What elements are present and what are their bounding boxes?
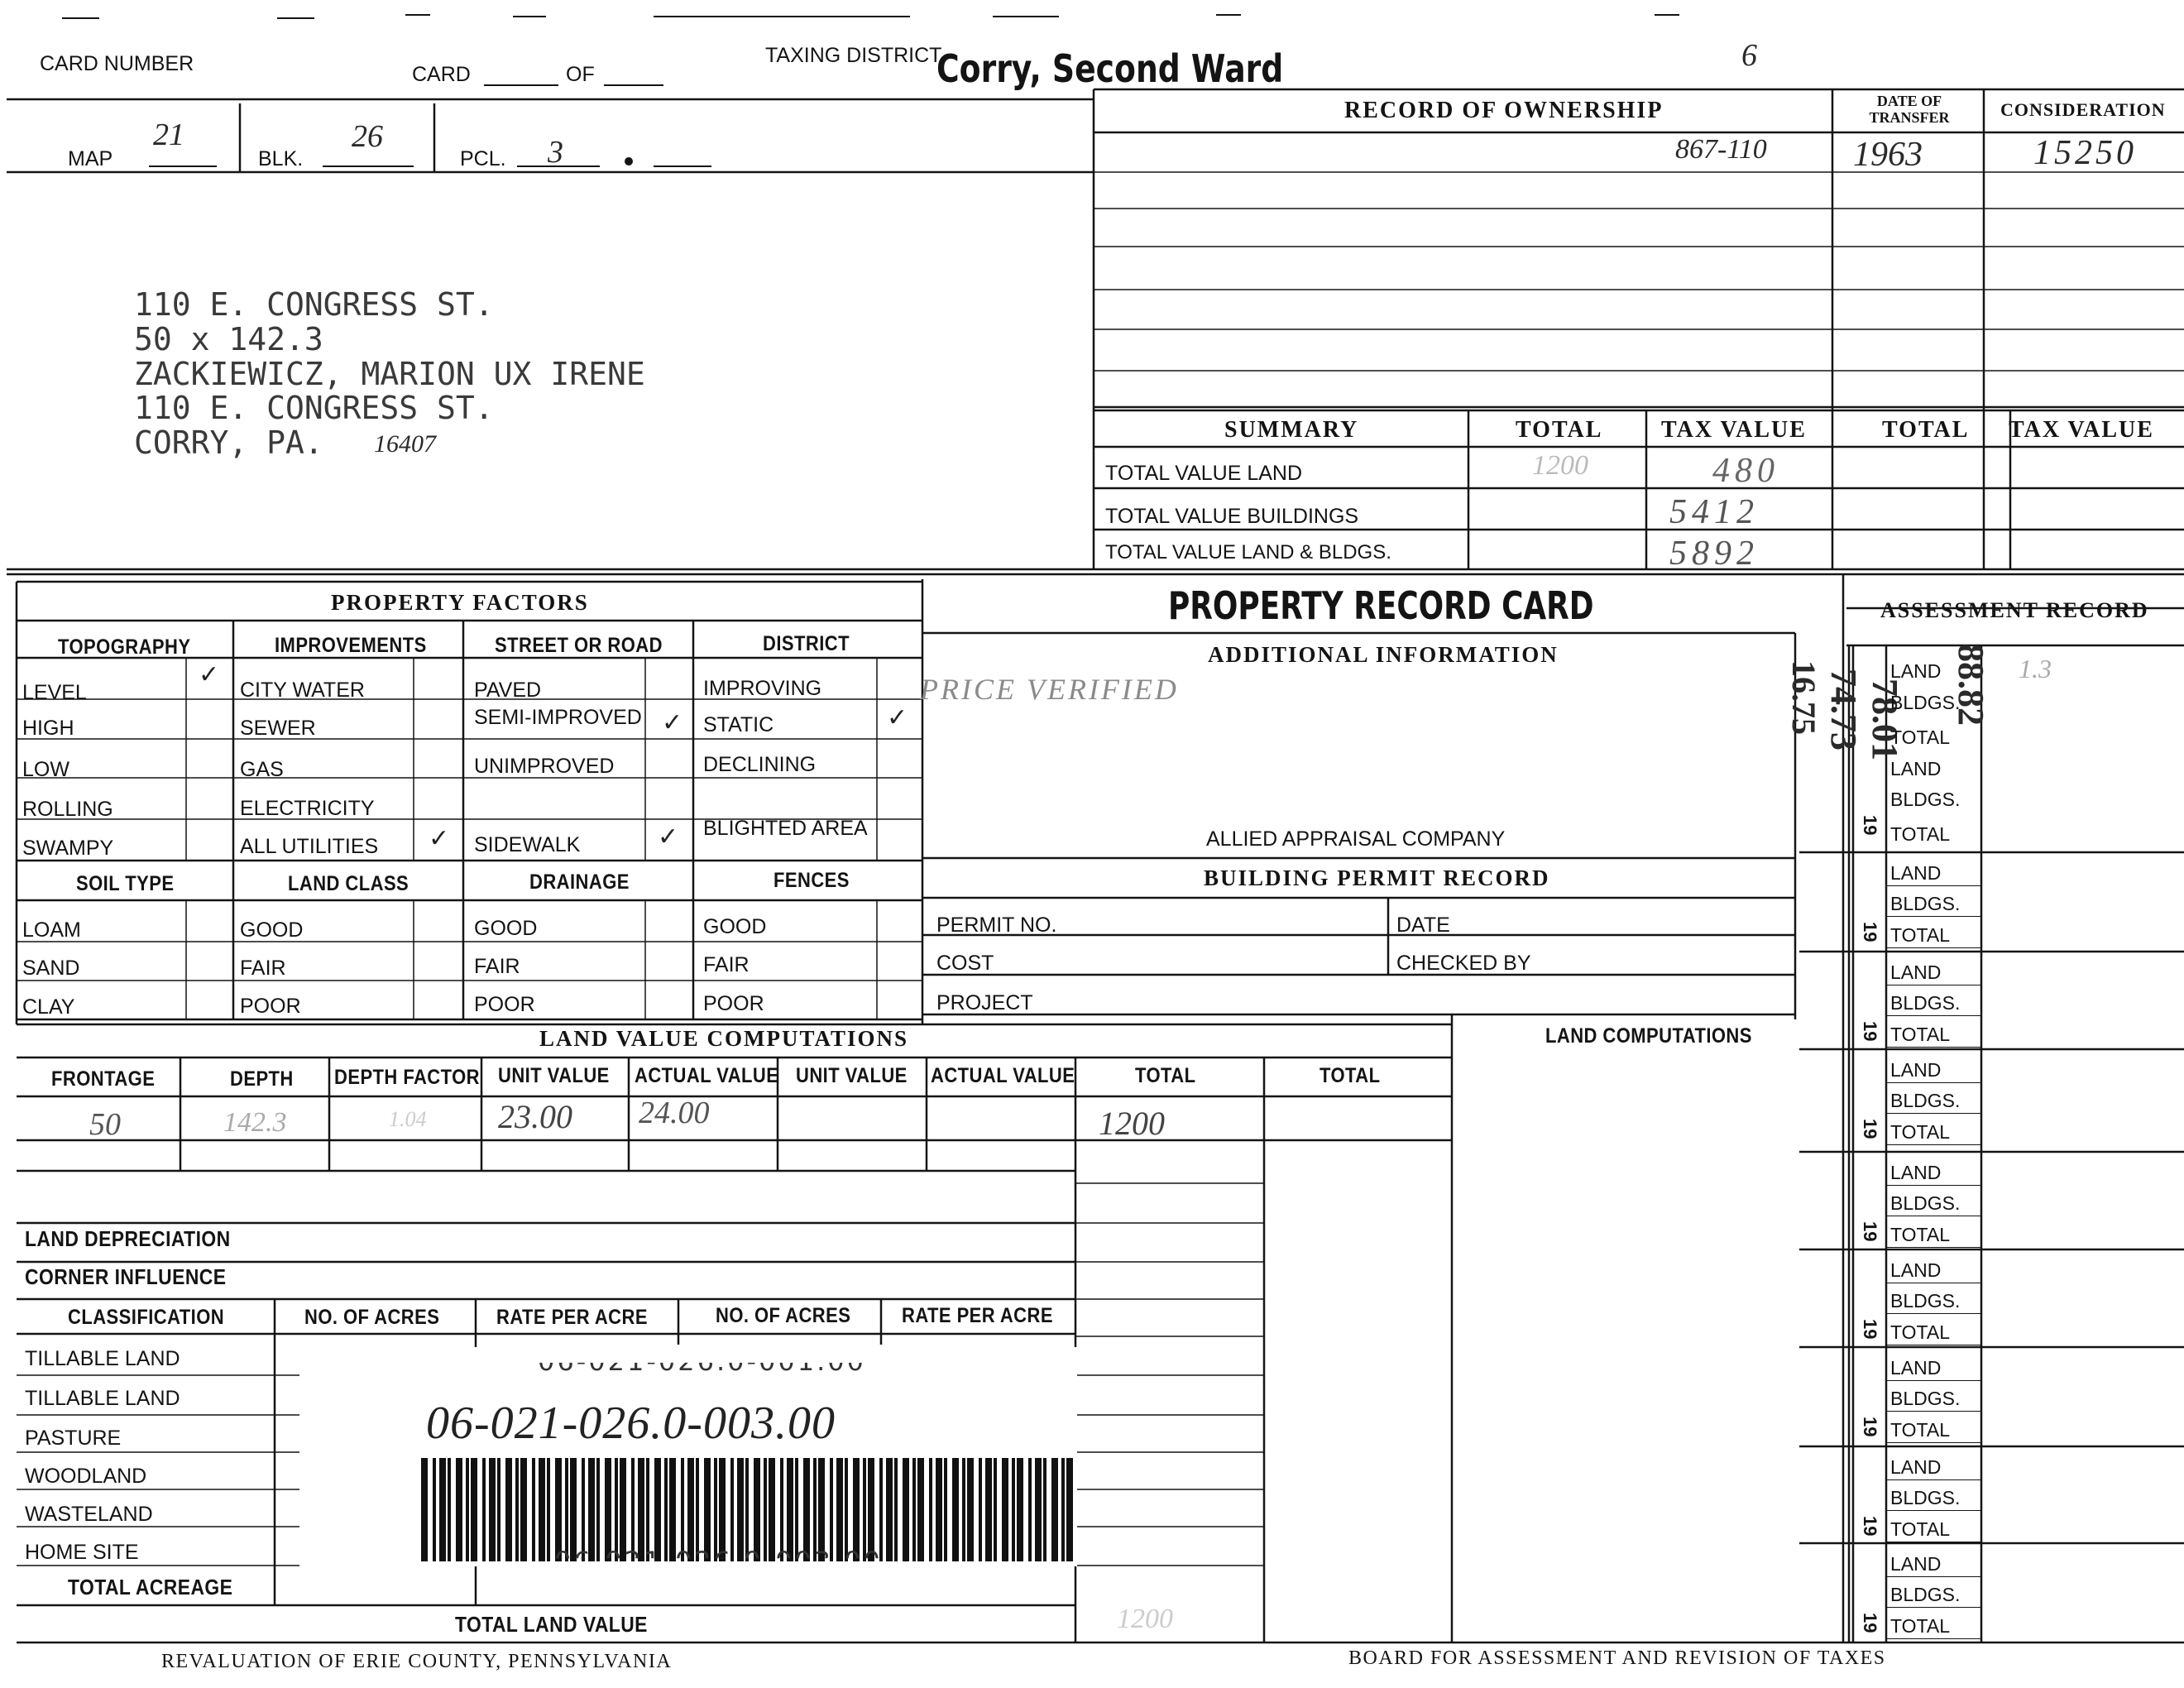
assessment-total-label: TOTAL bbox=[1890, 1615, 1950, 1637]
land-depreciation-label: LAND DEPRECIATION bbox=[25, 1226, 231, 1251]
fences-good: GOOD bbox=[703, 915, 767, 938]
lv-header-depth: DEPTH bbox=[230, 1067, 294, 1091]
soil-clay: CLAY bbox=[22, 995, 75, 1019]
fences-poor: POOR bbox=[703, 992, 764, 1015]
land-computations-title: LAND COMPUTATIONS bbox=[1545, 1024, 1752, 1048]
assessment-bldgs-label: BLDGS. bbox=[1890, 1192, 1961, 1214]
address-line-3: ZACKIEWICZ, MARION UX IRENE bbox=[134, 355, 645, 392]
barcode-bar bbox=[1017, 1458, 1023, 1561]
street-or-road-header: STREET OR ROAD bbox=[495, 634, 663, 657]
barcode-bar bbox=[917, 1458, 924, 1561]
assessment-land-label: LAND bbox=[1890, 961, 1942, 983]
pcl-label: PCL. bbox=[460, 147, 506, 170]
barcode-bar bbox=[505, 1458, 512, 1561]
blk-value: 26 bbox=[352, 119, 383, 154]
assessment-row-rule bbox=[1886, 1047, 1981, 1048]
address-line-4: 110 E. CONGRESS ST. bbox=[134, 390, 494, 427]
barcode-bar bbox=[471, 1458, 477, 1561]
acreage-row-tillable-2: TILLABLE LAND bbox=[25, 1387, 180, 1410]
assessment-row-rule bbox=[1886, 1185, 1981, 1186]
barcode-bar bbox=[497, 1458, 500, 1561]
assessment-row-rule bbox=[1886, 885, 1981, 886]
card-number-label: CARD NUMBER bbox=[40, 52, 194, 75]
additional-note: PRICE VERIFIED bbox=[920, 673, 1179, 706]
lv-depth-value: 142.3 bbox=[223, 1107, 287, 1138]
assessment-row-rule bbox=[1886, 1113, 1981, 1114]
street-unimproved: UNIMPROVED bbox=[474, 755, 615, 778]
assessment-row-rule bbox=[1886, 1082, 1981, 1083]
map-blank bbox=[149, 165, 217, 167]
acreage-header-no-of-acres-2: NO. OF ACRES bbox=[716, 1304, 851, 1327]
building-permit-record-title: BUILDING PERMIT RECORD bbox=[1204, 866, 1550, 890]
pcl-value: 3 bbox=[548, 135, 563, 170]
assessment-land-label: LAND bbox=[1890, 758, 1942, 779]
land-class-header: LAND CLASS bbox=[288, 872, 410, 895]
land-class-fair: FAIR bbox=[240, 957, 286, 980]
acreage-header-rate-per-acre-2: RATE PER ACRE bbox=[902, 1304, 1053, 1327]
assessment-year-prefix: 19 bbox=[1860, 1319, 1880, 1340]
barcode-bar bbox=[439, 1458, 446, 1561]
blk-blank bbox=[323, 165, 414, 167]
assessment-total-label: TOTAL bbox=[1890, 1224, 1950, 1245]
check-sidewalk: ✓ bbox=[658, 823, 679, 851]
barcode-bar bbox=[936, 1458, 942, 1561]
assessment-year-prefix: 19 bbox=[1860, 815, 1880, 836]
imp-sewer: SEWER bbox=[240, 717, 316, 740]
assessment-row-rule bbox=[1886, 916, 1981, 917]
assessment-row-rule bbox=[1886, 1247, 1981, 1248]
pcl-sub-blank bbox=[654, 165, 711, 167]
pcl-dot bbox=[625, 157, 633, 165]
permit-checked-by-label: CHECKED BY bbox=[1396, 952, 1531, 975]
assessment-land-label: LAND bbox=[1890, 1357, 1942, 1379]
assessment-bldgs-label: BLDGS. bbox=[1890, 1290, 1961, 1312]
barcode-bar bbox=[433, 1458, 436, 1561]
assessment-row-rule bbox=[1886, 1144, 1981, 1145]
record-of-ownership-title: RECORD OF OWNERSHIP bbox=[1344, 98, 1664, 123]
of-blank bbox=[604, 84, 663, 86]
address-line-2: 50 x 142.3 bbox=[134, 320, 323, 357]
assessment-land-label: LAND bbox=[1890, 862, 1942, 884]
summary-tax-value-header: TAX VALUE bbox=[1661, 417, 1807, 443]
lv-header-total: TOTAL bbox=[1135, 1064, 1196, 1087]
zip-code: 16407 bbox=[374, 430, 436, 458]
fences-header: FENCES bbox=[774, 869, 850, 892]
total-land-value-label: TOTAL LAND VALUE bbox=[455, 1612, 648, 1637]
corner-influence-label: CORNER INFLUENCE bbox=[25, 1264, 227, 1289]
lv-unit-value-value: 23.00 bbox=[498, 1098, 572, 1135]
barcode-bar bbox=[979, 1458, 982, 1561]
barcode-bar bbox=[912, 1458, 916, 1561]
of-label: OF bbox=[566, 63, 595, 86]
soil-type-header: SOIL TYPE bbox=[76, 872, 175, 895]
assessment-total-label: TOTAL bbox=[1890, 727, 1950, 748]
street-sidewalk: SIDEWALK bbox=[474, 833, 581, 856]
check-level: ✓ bbox=[199, 661, 220, 688]
permit-cost-label: COST bbox=[936, 952, 994, 975]
land-value-computations-title: LAND VALUE COMPUTATIONS bbox=[539, 1026, 909, 1051]
summary-title: SUMMARY bbox=[1224, 417, 1359, 443]
assessment-year-prefix: 19 bbox=[1860, 1613, 1880, 1633]
card-blank bbox=[484, 84, 558, 86]
assessment-year-prefix: 19 bbox=[1860, 1119, 1880, 1139]
total-land-value-amount: 1200 bbox=[1117, 1604, 1173, 1634]
assessment-bldgs-label: BLDGS. bbox=[1890, 789, 1961, 810]
barcode-bar bbox=[929, 1458, 932, 1561]
acreage-row-tillable-1: TILLABLE LAND bbox=[25, 1347, 180, 1370]
deed-book-page: 867-110 bbox=[1675, 134, 1767, 165]
summary-land-total: 1200 bbox=[1532, 450, 1588, 481]
lv-header-frontage: FRONTAGE bbox=[51, 1067, 156, 1091]
address-line-1: 110 E. CONGRESS ST. bbox=[134, 286, 494, 323]
assessment-land-label: LAND bbox=[1890, 660, 1942, 682]
assessment-row-rule bbox=[1886, 1442, 1981, 1443]
improvements-header: IMPROVEMENTS bbox=[275, 634, 427, 657]
assessment-year-prefix: 19 bbox=[1860, 1516, 1880, 1537]
assessment-year-prefix: 19 bbox=[1860, 1417, 1880, 1437]
date-of-transfer-label: DATE OF TRANSFER bbox=[1869, 93, 1950, 126]
assessment-row-rule bbox=[1886, 1576, 1981, 1577]
assessment-total-label: TOTAL bbox=[1890, 1321, 1950, 1343]
side-stamp-2: 74.73 bbox=[1823, 669, 1864, 750]
lv-depth-factor-value: 1.04 bbox=[389, 1107, 427, 1131]
side-stamp-1: 16.75 bbox=[1785, 660, 1822, 735]
barcode-bar bbox=[1002, 1458, 1008, 1561]
map-label: MAP bbox=[68, 147, 113, 170]
summary-buildings-tax: 5412 bbox=[1669, 493, 1759, 531]
barcode-bar bbox=[1043, 1458, 1046, 1561]
topography-header: TOPOGRAPHY bbox=[58, 635, 191, 659]
acreage-row-pasture: PASTURE bbox=[25, 1427, 122, 1450]
district-header: DISTRICT bbox=[763, 632, 850, 655]
acreage-row-home-site: HOME SITE bbox=[25, 1541, 139, 1564]
check-semi-improved: ✓ bbox=[662, 709, 683, 736]
barcode-bar bbox=[532, 1458, 535, 1561]
barcode-bar bbox=[515, 1458, 519, 1561]
imp-all-utilities: ALL UTILITIES bbox=[240, 835, 379, 858]
assessment-total-label: TOTAL bbox=[1890, 1121, 1950, 1143]
topo-swampy: SWAMPY bbox=[22, 837, 114, 860]
summary-tax-value2-header: TAX VALUE bbox=[2009, 417, 2154, 443]
drainage-poor: POOR bbox=[474, 993, 535, 1016]
barcode-bar bbox=[886, 1458, 893, 1561]
lv-actual-value-value: 24.00 bbox=[639, 1096, 710, 1130]
barcode-bar bbox=[952, 1458, 959, 1561]
summary-land-label: TOTAL VALUE LAND bbox=[1105, 462, 1303, 485]
acreage-header-classification: CLASSIFICATION bbox=[68, 1306, 225, 1329]
taxing-district-value: Corry, Second Ward bbox=[936, 46, 1284, 91]
acreage-row-woodland: WOODLAND bbox=[25, 1465, 147, 1488]
barcode-bar bbox=[482, 1458, 486, 1561]
lv-header-unit-value-2: UNIT VALUE bbox=[796, 1064, 908, 1087]
allied-appraisal-company: ALLIED APPRAISAL COMPANY bbox=[1206, 827, 1506, 851]
assessment-row-rule bbox=[1886, 1411, 1981, 1412]
drainage-good: GOOD bbox=[474, 917, 538, 940]
district-declining: DECLINING bbox=[703, 753, 817, 776]
side-stamp-4: 88.82 bbox=[1951, 644, 1991, 726]
barcode-bar bbox=[448, 1458, 451, 1561]
imp-city-water: CITY WATER bbox=[240, 679, 365, 702]
property-record-card-title: PROPERTY RECORD CARD bbox=[1168, 583, 1594, 628]
total-acreage-label: TOTAL ACREAGE bbox=[68, 1575, 233, 1599]
summary-total-tax: 5892 bbox=[1669, 535, 1759, 573]
lv-frontage-value: 50 bbox=[89, 1107, 121, 1142]
barcode-bar bbox=[894, 1458, 898, 1561]
acreage-header-rate-per-acre: RATE PER ACRE bbox=[496, 1306, 648, 1329]
lv-total-value: 1200 bbox=[1099, 1105, 1165, 1142]
topo-rolling: ROLLING bbox=[22, 798, 113, 821]
assessment-row-rule bbox=[1886, 1479, 1981, 1480]
summary-total-header: TOTAL bbox=[1516, 417, 1603, 443]
barcode-bar bbox=[466, 1458, 469, 1561]
footer-left: REVALUATION OF ERIE COUNTY, PENNSYLVANIA bbox=[161, 1651, 673, 1672]
acreage-row-wasteland: WASTELAND bbox=[25, 1503, 153, 1526]
permit-date-label: DATE bbox=[1396, 914, 1450, 937]
barcode-bar bbox=[520, 1458, 527, 1561]
assessment-bldgs-label: BLDGS. bbox=[1890, 893, 1961, 914]
fences-fair: FAIR bbox=[703, 953, 750, 976]
imp-electricity: ELECTRICITY bbox=[240, 797, 375, 820]
drainage-header: DRAINAGE bbox=[529, 870, 630, 894]
summary-land-bldgs-label: TOTAL VALUE LAND & BLDGS. bbox=[1105, 541, 1391, 563]
lv-header-actual-value: ACTUAL VALUE bbox=[635, 1064, 779, 1087]
barcode-bar bbox=[967, 1458, 974, 1561]
district-blighted-area: BLIGHTED AREA bbox=[703, 817, 868, 840]
assessment-land-label: LAND bbox=[1890, 1059, 1942, 1081]
imp-gas: GAS bbox=[240, 758, 284, 781]
barcode-bar bbox=[1028, 1458, 1032, 1561]
assessment-row-rule bbox=[1886, 1380, 1981, 1381]
district-code: 6 bbox=[1741, 38, 1757, 73]
barcode-bar bbox=[994, 1458, 997, 1561]
check-all-utilities: ✓ bbox=[429, 825, 450, 852]
soil-loam: LOAM bbox=[22, 918, 81, 942]
consideration-label: CONSIDERATION bbox=[2000, 99, 2166, 120]
additional-information-title: ADDITIONAL INFORMATION bbox=[1208, 642, 1559, 667]
consideration-value: 15250 bbox=[2033, 134, 2137, 172]
check-static: ✓ bbox=[887, 704, 908, 731]
assessment-bldgs-label: BLDGS. bbox=[1890, 1487, 1961, 1508]
assessment-total-label: TOTAL bbox=[1890, 1419, 1950, 1441]
assessment-row-rule bbox=[1886, 1638, 1981, 1639]
land-class-poor: POOR bbox=[240, 995, 301, 1018]
assessment-bldgs-label: BLDGS. bbox=[1890, 992, 1961, 1014]
street-paved: PAVED bbox=[474, 679, 542, 702]
permit-no-label: PERMIT NO. bbox=[936, 914, 1057, 937]
barcode-bar bbox=[944, 1458, 947, 1561]
barcode-bar bbox=[985, 1458, 992, 1561]
assessment-first-land-value: 1.3 bbox=[2019, 654, 2052, 683]
card-label: CARD bbox=[412, 63, 471, 86]
assessment-land-label: LAND bbox=[1890, 1162, 1942, 1183]
assessment-bldgs-label: BLDGS. bbox=[1890, 1090, 1961, 1111]
summary-buildings-label: TOTAL VALUE BUILDINGS bbox=[1105, 505, 1359, 528]
topo-level: LEVEL bbox=[22, 681, 87, 704]
barcode-bar bbox=[1035, 1458, 1042, 1561]
topo-low: LOW bbox=[22, 758, 69, 781]
summary-total2-header: TOTAL bbox=[1882, 417, 1970, 443]
assessment-bldgs-label: BLDGS. bbox=[1890, 1584, 1961, 1605]
barcode-bar bbox=[1012, 1458, 1015, 1561]
district-improving: IMPROVING bbox=[703, 677, 822, 700]
lv-header-total-2: TOTAL bbox=[1320, 1064, 1381, 1087]
topo-high: HIGH bbox=[22, 717, 74, 740]
footer-right: BOARD FOR ASSESSMENT AND REVISION OF TAXES bbox=[1348, 1647, 1886, 1669]
assessment-bldgs-label: BLDGS. bbox=[1890, 1388, 1961, 1409]
assessment-total-label: TOTAL bbox=[1890, 924, 1950, 946]
assessment-row-rule bbox=[1886, 1510, 1981, 1511]
assessment-land-label: LAND bbox=[1890, 1553, 1942, 1575]
acreage-header-no-of-acres: NO. OF ACRES bbox=[304, 1306, 440, 1329]
street-semi-improved: SEMI-IMPROVED bbox=[474, 706, 642, 729]
lv-header-actual-value-2: ACTUAL VALUE bbox=[931, 1064, 1075, 1087]
barcode-bar bbox=[539, 1458, 545, 1561]
transfer-date: 1963 bbox=[1853, 136, 1923, 174]
assessment-total-label: TOTAL bbox=[1890, 1024, 1950, 1045]
barcode-bar bbox=[1066, 1458, 1073, 1561]
assessment-bldgs-label: BLDGS. bbox=[1890, 692, 1961, 713]
barcode-bar bbox=[421, 1458, 428, 1561]
assessment-row-rule bbox=[1886, 1015, 1981, 1016]
side-stamp-3: 78.01 bbox=[1865, 679, 1905, 760]
assessment-record-title: ASSESSMENT RECORD bbox=[1880, 598, 2149, 622]
lv-header-unit-value: UNIT VALUE bbox=[498, 1064, 610, 1087]
assessment-row-rule bbox=[1886, 947, 1981, 948]
drainage-fair: FAIR bbox=[474, 955, 520, 978]
assessment-total-label: TOTAL bbox=[1890, 1518, 1950, 1540]
barcode-id-handwritten: 06-021-026.0-003.00 bbox=[426, 1398, 836, 1449]
assessment-row-rule bbox=[1886, 1607, 1981, 1608]
soil-sand: SAND bbox=[22, 957, 80, 980]
barcode-bar bbox=[903, 1458, 909, 1561]
blk-label: BLK. bbox=[258, 147, 304, 170]
barcode-bar bbox=[456, 1458, 462, 1561]
summary-land-tax: 480 bbox=[1712, 452, 1779, 490]
barcode-bar bbox=[547, 1458, 550, 1561]
map-value: 21 bbox=[153, 117, 184, 152]
barcode-bar bbox=[962, 1458, 965, 1561]
barcode-bar bbox=[489, 1458, 496, 1561]
lv-header-depth-factor: DEPTH FACTOR bbox=[334, 1066, 480, 1089]
land-class-good: GOOD bbox=[240, 918, 304, 942]
barcode-bar bbox=[1061, 1458, 1065, 1561]
assessment-land-label: LAND bbox=[1890, 1456, 1942, 1478]
permit-project-label: PROJECT bbox=[936, 991, 1033, 1014]
assessment-row-rule bbox=[1886, 1313, 1981, 1314]
assessment-year-prefix: 19 bbox=[1860, 1221, 1880, 1242]
property-factors-title: PROPERTY FACTORS bbox=[331, 590, 589, 615]
assessment-land-label: LAND bbox=[1890, 1259, 1942, 1281]
assessment-year-prefix: 19 bbox=[1860, 922, 1880, 942]
district-static: STATIC bbox=[703, 713, 774, 736]
assessment-year-prefix: 19 bbox=[1860, 1021, 1880, 1042]
barcode-bar bbox=[1051, 1458, 1058, 1561]
address-line-5: CORRY, PA. bbox=[134, 424, 323, 462]
assessment-total-label: TOTAL bbox=[1890, 823, 1950, 845]
taxing-district-label: TAXING DISTRICT bbox=[765, 44, 942, 67]
